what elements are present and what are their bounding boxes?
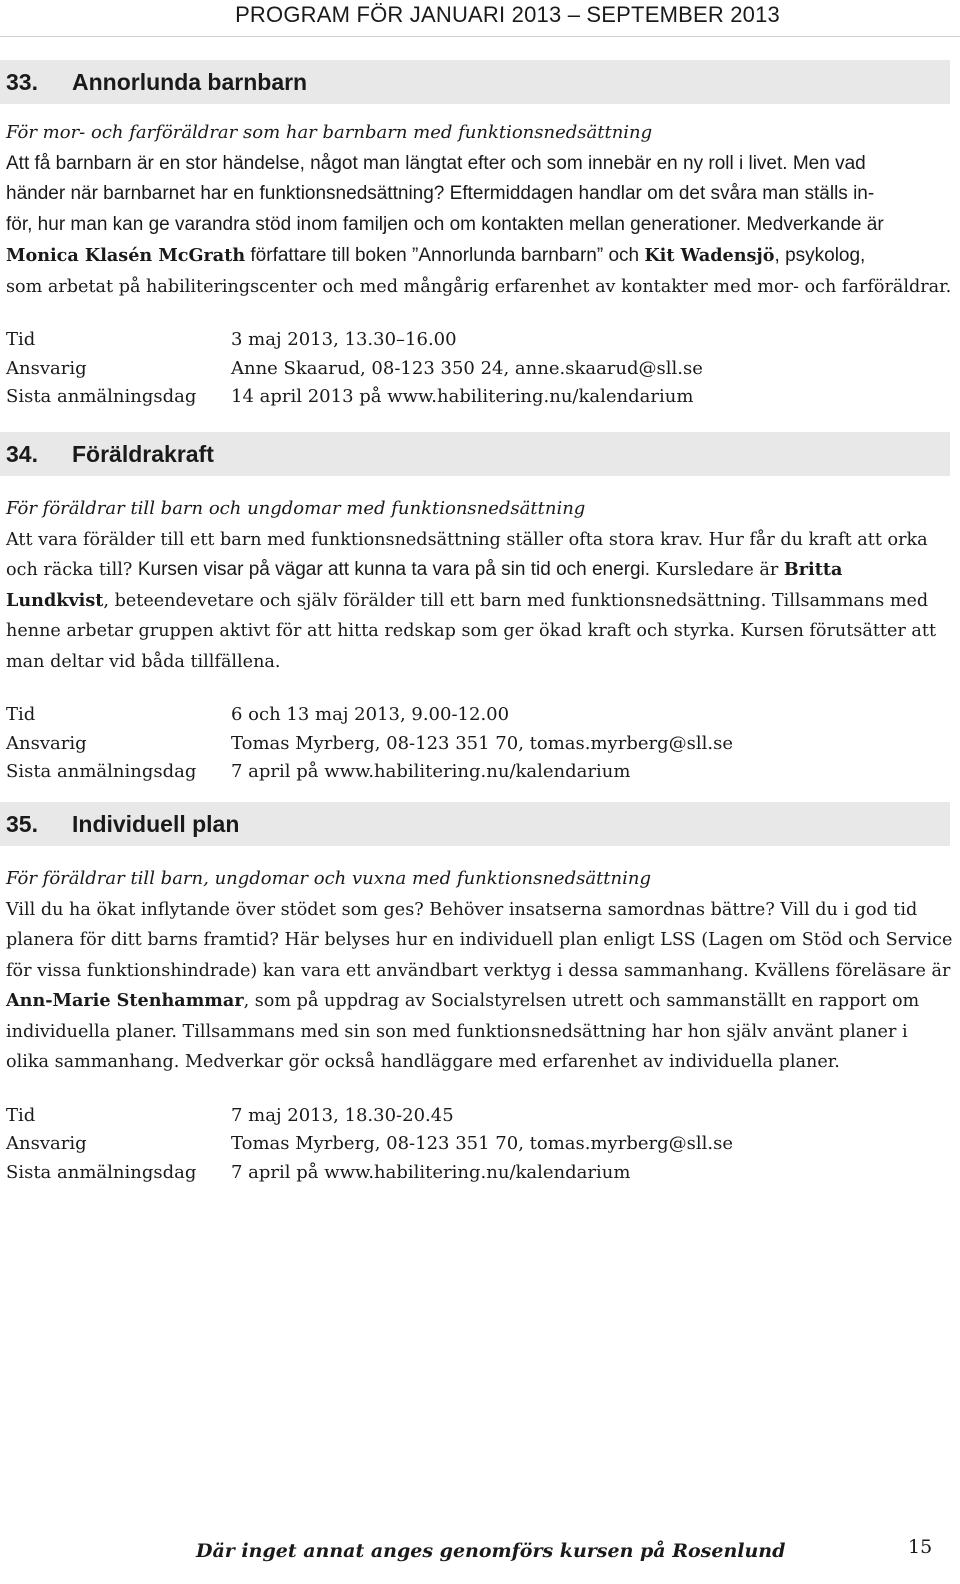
body-text-span: , beteendevetare och själv förälder till ett barn med funktionsnedsättning. Tillsammans med <box>103 590 929 611</box>
person-name: Lundkvist <box>6 589 104 611</box>
section-33 <box>0 60 960 412</box>
body-line: Att få barnbarn är en stor händelse, något man längtat efter och som innebär en ny roll i livet. Men vad <box>6 152 866 174</box>
body-line: som arbetat på habiliteringscenter och med mångårig erfarenhet av kontakter med mor- och farföräldrar. <box>6 276 952 297</box>
section-35 <box>0 802 960 1187</box>
body-line <box>6 986 951 1017</box>
body-text-span: Kursledare är <box>650 560 784 580</box>
detail-row-ansvarig <box>6 355 960 384</box>
event-details <box>6 326 960 412</box>
detail-label: Ansvarig <box>6 1133 87 1154</box>
detail-label: Ansvarig <box>6 357 87 379</box>
section-title: Annorlunda barnbarn <box>72 68 308 95</box>
section-number: 33. <box>6 68 38 95</box>
body-line <box>6 586 951 617</box>
section-subtitle: För föräldrar till barn och ungdomar med funktionsnedsättning <box>6 498 586 519</box>
body-text-span: Kursen visar på vägar att kunna ta vara på sin tid och energi. <box>137 559 651 580</box>
section-subtitle: För föräldrar till barn, ungdomar och vuxna med funktionsnedsättning <box>6 868 651 889</box>
section-title: Individuell plan <box>72 810 240 837</box>
section-body <box>6 149 951 303</box>
body-text-span: , psykolog, <box>774 245 866 266</box>
detail-row-tid <box>6 326 960 355</box>
section-number: 35. <box>6 810 38 837</box>
header-divider <box>0 36 960 37</box>
body-line: Att vara förälder till ett barn med funktionsnedsättning ställer ofta stora krav. Hur får du kraft att orka <box>6 529 928 550</box>
detail-row-deadline <box>6 383 960 412</box>
person-name: Monica Klasén McGrath <box>6 245 246 266</box>
body-text-span: och räcka till? <box>6 560 138 580</box>
detail-label: Sista anmälningsdag <box>6 1161 197 1183</box>
footer-note: Där inget annat anges genomförs kursen på Rosenlund <box>196 1540 786 1562</box>
person-name: Britta <box>783 559 843 580</box>
person-name: Ann-Marie Stenhammar <box>6 990 244 1011</box>
page-header-title: PROGRAM FÖR JANUARI 2013 – SEPTEMBER 2013 <box>235 2 780 27</box>
section-heading-bar <box>0 802 950 846</box>
detail-row-deadline <box>6 758 960 787</box>
detail-row-tid <box>6 1102 960 1131</box>
body-line <box>6 555 951 586</box>
body-line: för vissa funktionshindrade) kan vara ett användbart verktyg i dessa sammanhang. Kvällens föreläsare är <box>6 960 951 981</box>
detail-value: Tomas Myrberg, 08-123 351 70, tomas.myrberg@sll.se <box>231 1133 733 1154</box>
body-line <box>6 240 951 272</box>
body-line: individuella planer. Tillsammans med sin son med funktionsnedsättning har hon själv använt planer i <box>6 1021 908 1042</box>
body-text-span: , som på uppdrag av Socialstyrelsen utrett och sammanställt en rapport om <box>243 991 920 1011</box>
detail-label: Ansvarig <box>6 732 87 754</box>
detail-row-tid <box>6 701 960 730</box>
section-heading-bar <box>0 432 950 476</box>
detail-row-ansvarig <box>6 730 960 759</box>
body-line: planera för ditt barns framtid? Här belyses hur en individuell plan enligt LSS (Lagen om Stöd och Service <box>6 930 953 950</box>
section-34 <box>0 432 960 787</box>
section-body <box>6 895 951 1078</box>
detail-row-deadline <box>6 1159 960 1188</box>
detail-value: 3 maj 2013, 13.30–16.00 <box>231 329 457 350</box>
section-title: Föräldrakraft <box>72 440 214 467</box>
page-number: 15 <box>908 1536 933 1558</box>
detail-value: 7 april på www.habilitering.nu/kalendarium <box>231 761 631 782</box>
detail-value: 14 april 2013 på www.habilitering.nu/kalendarium <box>231 386 694 407</box>
detail-label: Tid <box>6 704 36 725</box>
body-line: henne arbetar gruppen aktivt för att hitta redskap som ger ökad kraft och styrka. Kursen förutsätter att <box>6 621 937 641</box>
detail-row-ansvarig <box>6 1130 960 1159</box>
person-name: Kit Wadensjö <box>644 245 775 266</box>
section-number: 34. <box>6 440 38 467</box>
detail-value: 7 april på www.habilitering.nu/kalendarium <box>231 1161 631 1183</box>
section-body <box>6 525 951 678</box>
detail-label: Sista anmälningsdag <box>6 761 197 782</box>
detail-value: 6 och 13 maj 2013, 9.00-12.00 <box>231 704 510 725</box>
section-heading-bar <box>0 60 950 104</box>
detail-value: Tomas Myrberg, 08-123 351 70, tomas.myrberg@sll.se <box>231 732 733 754</box>
body-line: olika sammanhang. Medverkar gör också handläggare med erfarenhet av individuella planer. <box>6 1052 840 1072</box>
detail-label: Tid <box>6 329 36 350</box>
section-subtitle: För mor- och farföräldrar som har barnbarn med funktionsnedsättning <box>6 122 653 143</box>
detail-value: 7 maj 2013, 18.30-20.45 <box>231 1104 454 1126</box>
event-details <box>6 701 960 787</box>
body-line: händer när barnbarnet har en funktionsnedsättning? Eftermiddagen handlar om det svåra man ställs in- <box>6 183 875 204</box>
body-line: Vill du ha ökat inflytande över stödet som ges? Behöver insatserna samordnas bättre? Vill du i god tid <box>6 899 918 920</box>
body-text-span: författare till boken ”Annorlunda barnbarn” och <box>245 245 645 266</box>
detail-value: Anne Skaarud, 08-123 350 24, anne.skaarud@sll.se <box>231 357 703 379</box>
detail-label: Tid <box>6 1104 36 1126</box>
event-details <box>6 1102 960 1188</box>
body-line: för, hur man kan ge varandra stöd inom familjen och om kontakten mellan generationer. Medverkande är <box>6 213 884 235</box>
body-line: man deltar vid båda tillfällena. <box>6 651 281 672</box>
detail-label: Sista anmälningsdag <box>6 386 197 407</box>
